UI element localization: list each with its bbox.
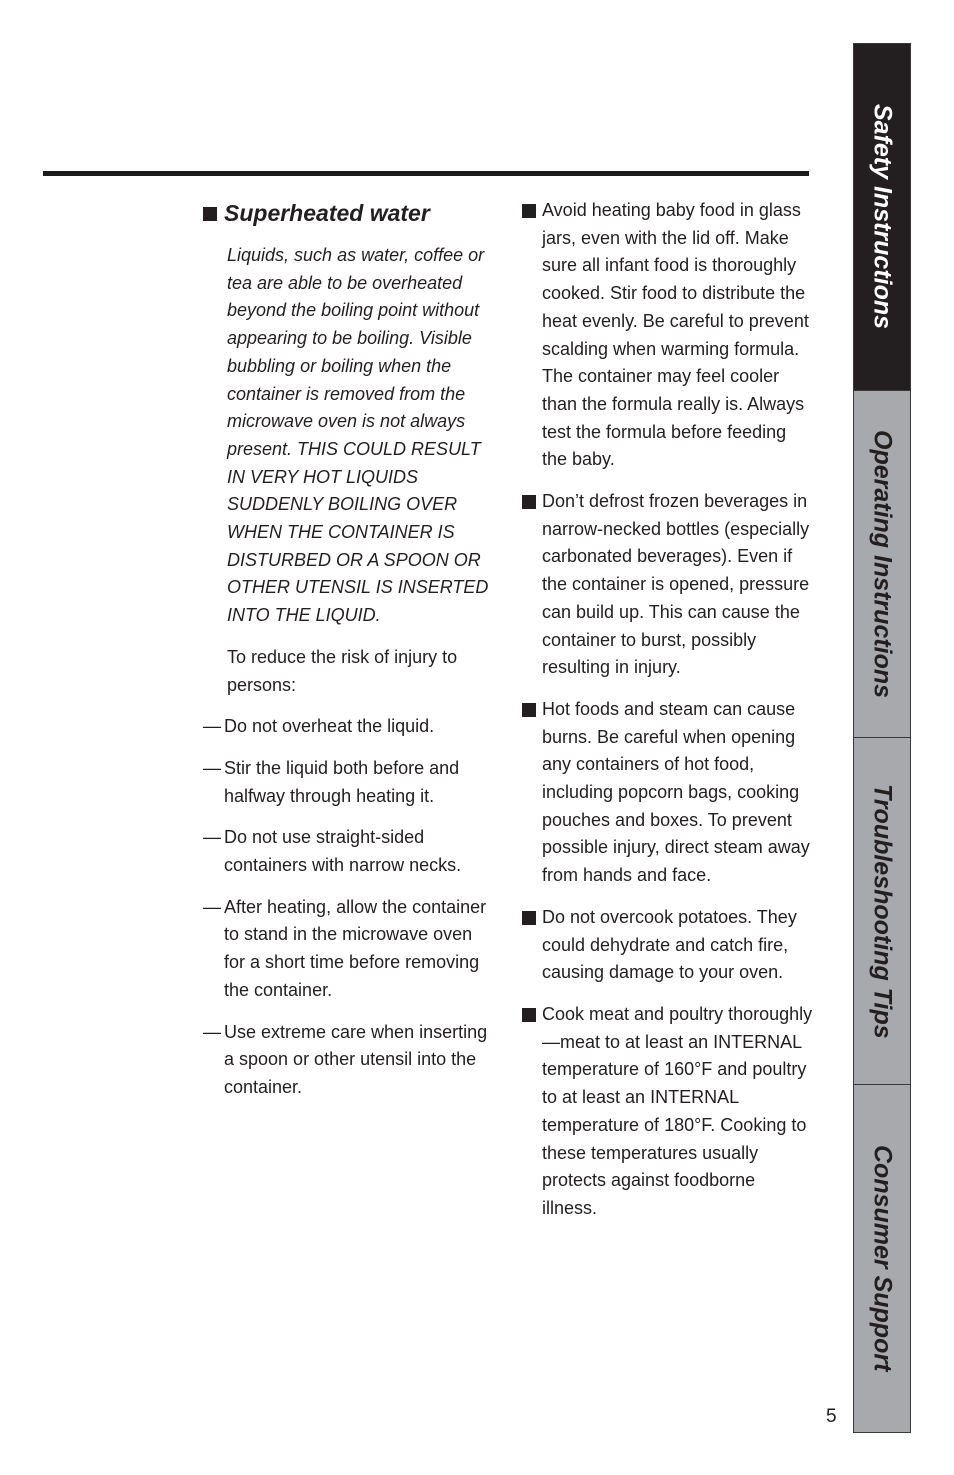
tab-safety-instructions[interactable] (853, 43, 911, 391)
bullet-item (522, 904, 814, 987)
tab-troubleshooting-tips[interactable] (853, 737, 911, 1085)
dash-symbol: — (203, 827, 221, 848)
dash-symbol: — (203, 896, 221, 917)
tab-operating-instructions[interactable] (853, 390, 911, 738)
dash-symbol: — (203, 1021, 221, 1042)
tab-label: Consumer Support (868, 1145, 897, 1372)
precaution-item (203, 755, 498, 810)
square-bullet-icon (522, 204, 536, 218)
precaution-item (203, 824, 498, 879)
bullet-text: Don’t defrost frozen beverages in narrow-necked bottles (especially carbonated beverages). Even if the container is opened, pressure can build up. This can cause the container to burst, possibly resulting in injury. (542, 491, 810, 678)
precaution-item (203, 713, 498, 741)
tab-label: Safety Instructions (868, 104, 897, 330)
square-bullet-icon (522, 1008, 536, 1022)
precaution-item (203, 894, 498, 1005)
bullet-text: Hot foods and steam can cause burns. Be careful when opening any containers of hot food, including popcorn bags, cooking pouches and boxes. To prevent possible injury, direct steam away from hands and face. (542, 698, 810, 886)
square-bullet-icon (522, 703, 536, 717)
top-rule (43, 171, 809, 176)
page-number: 5 (826, 1406, 837, 1427)
precaution-text: Use extreme care when inserting a spoon or other utensil into the container. (224, 1021, 488, 1097)
square-bullet-icon (522, 911, 536, 925)
bullet-item (522, 696, 814, 890)
precaution-item (203, 1019, 498, 1102)
square-bullet-icon (522, 495, 536, 509)
left-column (203, 198, 498, 1116)
bullet-text: Cook meat and poultry thoroughly—meat to at least an INTERNAL temperature of 160°F and poultry to at least an INTERNAL temperature of 180°F. Cooking to these temperatures usually protects against foodborne illness. (542, 1003, 813, 1218)
bullet-item (522, 197, 814, 474)
tab-label: Operating Instructions (868, 429, 897, 699)
section-title: Superheated water (224, 200, 430, 226)
right-column (522, 197, 814, 1237)
reduce-risk-text: To reduce the risk of injury to persons: (227, 646, 458, 695)
section-tabs (853, 43, 911, 1433)
precaution-text: Do not overheat the liquid. (224, 716, 435, 737)
bullet-text: Avoid heating baby food in glass jars, even with the lid off. Make sure all infant food is thoroughly cooked. Stir food to distribute the heat evenly. Be careful to prevent scalding when warming formula. The container may feel cooler than the formula really is. Always test the formula before feeding the baby. (542, 200, 809, 470)
precaution-text: Stir the liquid both before and halfway through heating it. (224, 757, 460, 806)
tab-consumer-support[interactable] (853, 1084, 911, 1433)
tab-label: Troubleshooting Tips (868, 783, 897, 1039)
square-bullet-icon (203, 207, 217, 221)
bullet-text: Do not overcook potatoes. They could dehydrate and catch fire, causing damage to your oven. (542, 906, 797, 983)
bullet-item (522, 488, 814, 682)
dash-symbol: — (203, 716, 221, 737)
precaution-text: After heating, allow the container to stand in the microwave oven for a short time before removing the container. (224, 896, 487, 1000)
precaution-text: Do not use straight-sided containers with narrow necks. (224, 827, 462, 876)
precaution-list (203, 713, 498, 1101)
section-heading (203, 198, 498, 228)
section-intro: Liquids, such as water, coffee or tea are able to be overheated beyond the boiling point without appearing to be boiling. Visible bubbling or boiling when the container is removed from the microwave oven is not always present. THIS COULD RESULT IN VERY HOT LIQUIDS SUDDENLY BOILING OVER WHEN THE CONTAINER IS DISTURBED OR A SPOON OR OTHER UTENSIL IS INSERTED INTO THE LIQUID. (227, 245, 489, 626)
dash-symbol: — (203, 757, 221, 778)
bullet-item (522, 1001, 814, 1223)
